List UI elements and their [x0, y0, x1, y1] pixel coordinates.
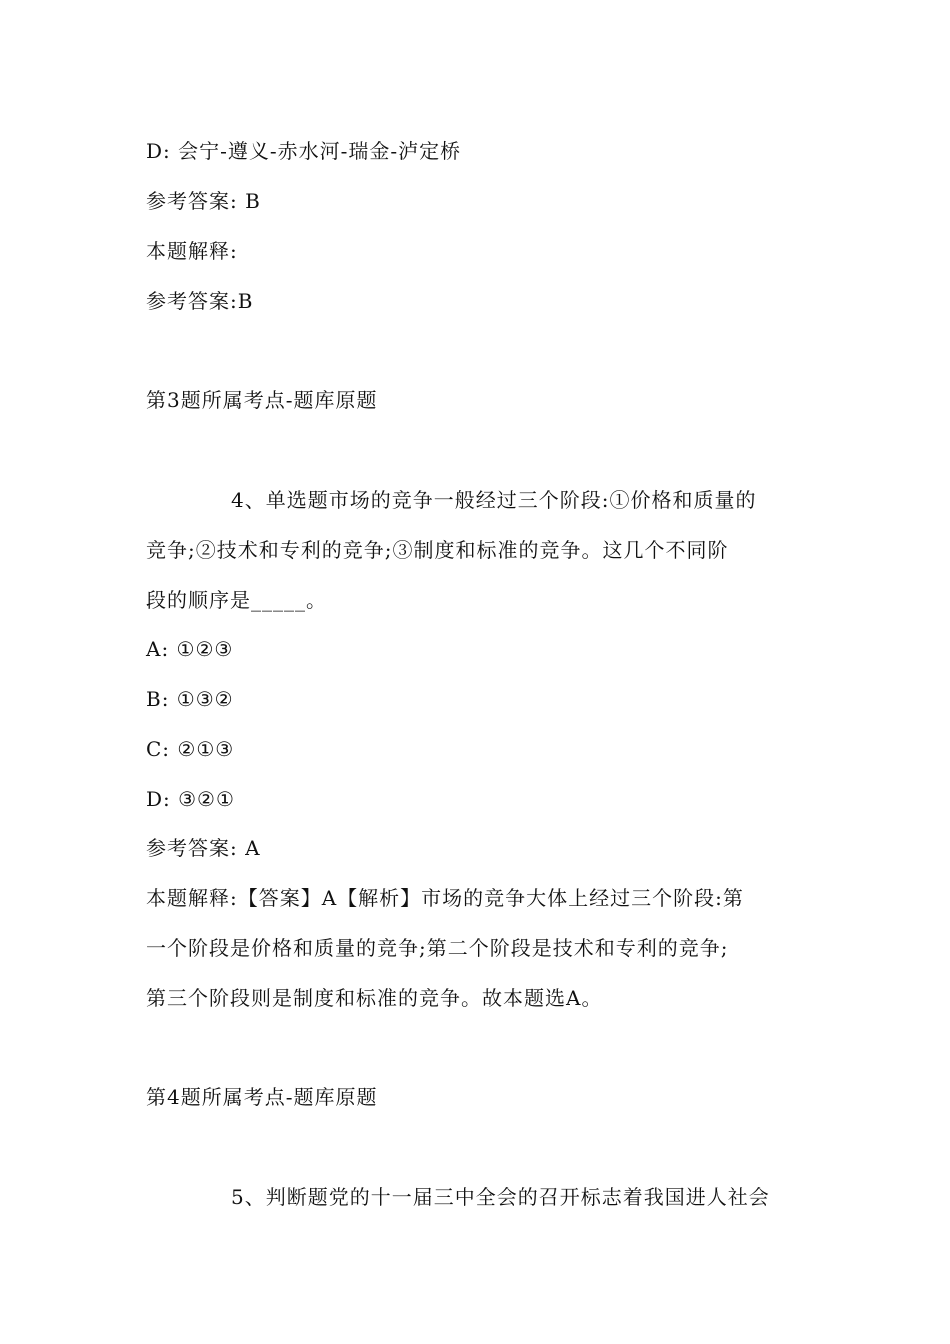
q4-stem-line-1: 4、单选题市场的竞争一般经过三个阶段:①价格和质量的	[231, 488, 757, 512]
q3-topic: 第3题所属考点-题库原题	[146, 388, 378, 412]
q3-option-d: D: 会宁-遵义-赤水河-瑞金-泸定桥	[146, 139, 462, 163]
q4-stem-line-3: 段的顺序是_____。	[146, 588, 327, 612]
q4-topic: 第4题所属考点-题库原题	[146, 1085, 378, 1109]
q4-option-d: D: ③②①	[146, 787, 235, 811]
q4-explanation-line-2: 一个阶段是价格和质量的竞争;第二个阶段是技术和专利的竞争;	[146, 936, 729, 960]
q4-explanation-line-1: 本题解释:【答案】A【解析】市场的竞争大体上经过三个阶段:第	[146, 886, 744, 910]
q4-explanation-line-3: 第三个阶段则是制度和标准的竞争。故本题选A。	[146, 986, 603, 1010]
q3-answer: 参考答案: B	[146, 189, 261, 213]
q4-option-a: A: ①②③	[146, 637, 234, 661]
q4-answer: 参考答案: A	[146, 836, 261, 860]
q3-answer-repeat: 参考答案:B	[146, 289, 254, 313]
q3-explanation-label: 本题解释:	[146, 239, 238, 263]
q4-option-b: B: ①③②	[146, 687, 234, 711]
q5-stem-line-1: 5、判断题党的十一届三中全会的召开标志着我国进人社会	[231, 1185, 770, 1209]
q4-stem-line-2: 竞争;②技术和专利的竞争;③制度和标准的竞争。这几个不同阶	[146, 538, 729, 562]
q4-option-c: C: ②①③	[146, 737, 235, 761]
